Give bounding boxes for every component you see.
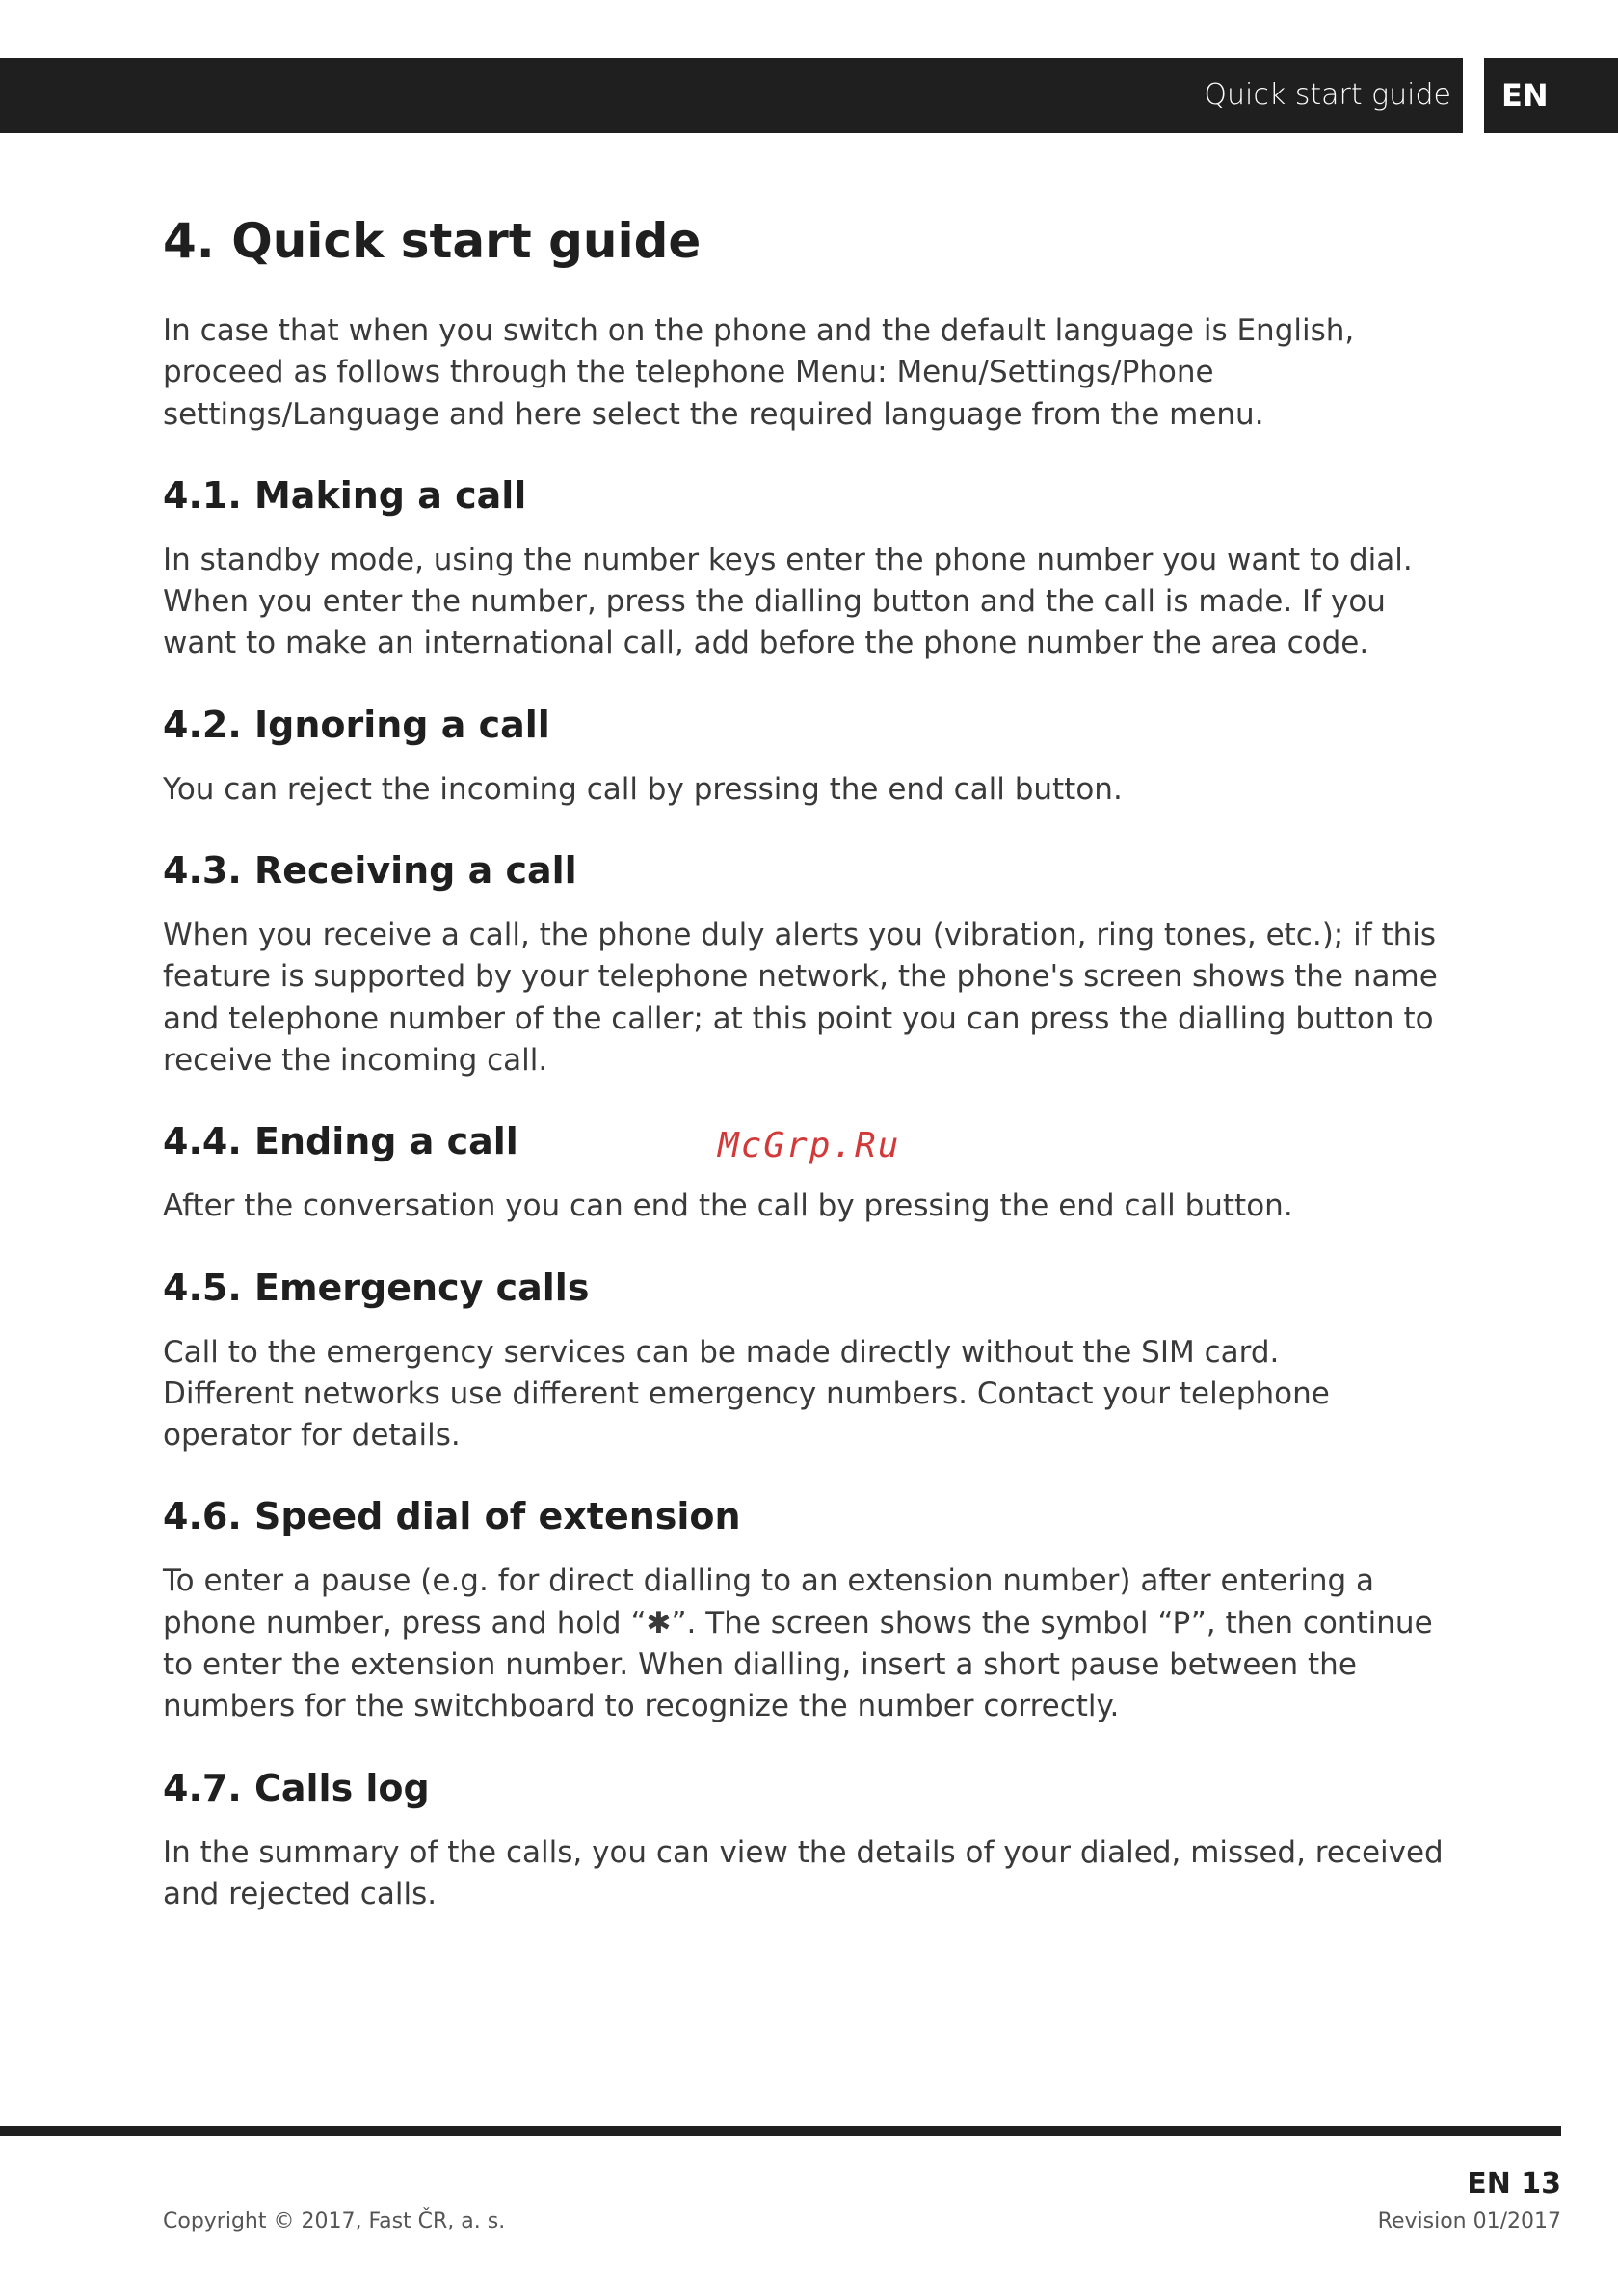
section-heading-calls-log: 4.7. Calls log	[163, 1766, 430, 1809]
section-body-calls-log: In the summary of the calls, you can view the details of your dialed, missed, received and rejected calls.	[163, 1834, 1444, 1911]
section-heading-making-call: 4.1. Making a call	[163, 473, 527, 517]
copyright-text: Copyright © 2017, Fast ČR, a. s.	[163, 2209, 506, 2233]
language-badge: EN	[1484, 58, 1618, 133]
footer-divider	[0, 2126, 1561, 2136]
section-heading-speed-dial: 4.6. Speed dial of extension	[163, 1495, 741, 1538]
page-title: 4. Quick start guide	[163, 213, 702, 269]
watermark: McGrp.Ru	[718, 1126, 901, 1165]
section-body-emergency-calls-2: Different networks use different emergency numbers. Contact your telephone operator for details.	[163, 1375, 1330, 1454]
section-body-speed-dial: To enter a pause (e.g. for direct dialling to an extension number) after entering a phone number, press and hold “✱”. The screen shows the symbol “P”, then continue to enter the extension number. When dialling, insert a short pause between the numbers for the switchboard to recognize the number correctly.	[163, 1563, 1433, 1724]
section-body-receiving-call: When you receive a call, the phone duly alerts you (vibration, ring tones, etc.); if this feature is supported by your telephone network, the phone's screen shows the name and telephone number of the caller; at this point you can press the dialling button to receive the incoming call.	[163, 918, 1438, 1078]
section-body-emergency-calls: Call to the emergency services can be made directly without the SIM card.	[163, 1334, 1280, 1370]
header-title: Quick start guide	[1204, 78, 1451, 112]
section-heading-ending-call: 4.4. Ending a call	[163, 1120, 518, 1163]
section-heading-receiving-call: 4.3. Receiving a call	[163, 849, 577, 893]
revision-text: Revision 01/2017	[1377, 2209, 1561, 2233]
document-content	[163, 202, 1464, 1915]
section-body-ignoring-call: You can reject the incoming call by pressing the end call button.	[163, 771, 1123, 807]
section-body-making-call: In standby mode, using the number keys enter the phone number you want to dial. When you enter the number, press the dialling button and the call is made. If you want to make an international call, add before the phone number the area code.	[163, 542, 1413, 661]
page-number: EN 13	[1467, 2167, 1561, 2201]
section-heading-ignoring-call: 4.2. Ignoring a call	[163, 703, 550, 746]
header-bar	[0, 58, 1463, 133]
section-body-ending-call: After the conversation you can end the call by pressing the end call button.	[163, 1188, 1293, 1224]
intro-paragraph: In case that when you switch on the phone and the default language is English, proceed as follows through the telephone Menu: Menu/Settings/Phone settings/Language and here select the required language from the menu.	[163, 313, 1355, 432]
section-heading-emergency-calls: 4.5. Emergency calls	[163, 1266, 590, 1309]
